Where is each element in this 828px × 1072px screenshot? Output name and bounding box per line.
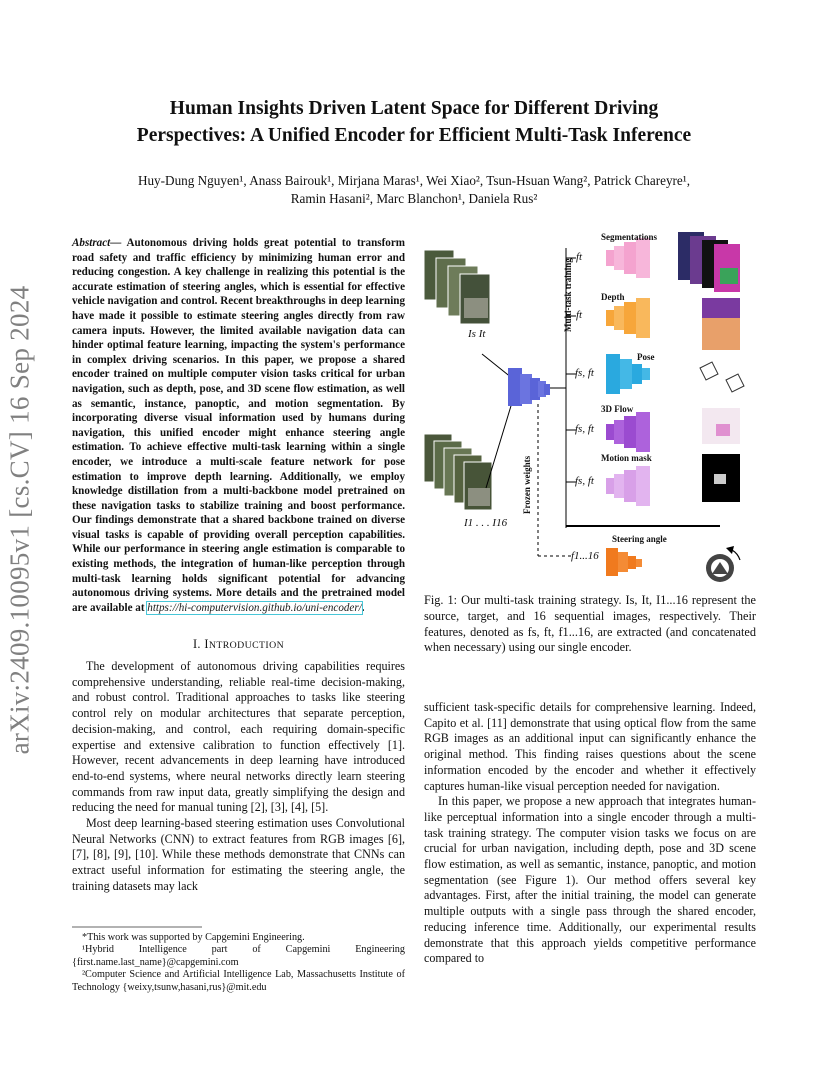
segmentation-outputs: [678, 232, 740, 292]
footnotes: [72, 932, 405, 994]
figure-diagram: [420, 228, 765, 583]
math-fsft-2: fs, ft: [575, 423, 594, 435]
title-line-1: Human Insights Driven Latent Space for Different Driving: [169, 98, 659, 119]
math-i-sequence: I1 . . . I16: [464, 517, 508, 529]
math-f1-16: f1...16: [571, 550, 599, 562]
abstract-body: Autonomous driving holds great potential to transform road safety and traffic efficiency by minimizing human error and reducing congestion. A key challenge in realizing this potential is the accurate estimation of steering angles, which is essential for effective vehicle navigation and control. Recent breakthroughs in deep learning have made it possible to estimate steering angles directly from raw camera inputs. However, the limited available navigation data can hinder optimal feature learning, impacting the system's performance in complex driving scenarios. In this paper, we propose a shared encoder trained on multiple computer vision tasks critical for urban navigation, such as depth, pose, and 3D scene flow estimation, as well as semantic, instance, panoptic, and motion segmentation. By incorporating diverse visual information used by humans during navigation, this unified encoder might enhance steering angle estimation. To achieve effective multi-task learning within a single encoder, we introduce a multi-scale feature network for pose estimation to improve depth learning. Additionally, we employ knowledge distillation from a multi-backbone model pretrained on these navigation tasks to stabilize training and boost performance. Our findings demonstrate that a shared backbone trained on diverse visual tasks is capable of providing overall perception capabilities. While our performance in steering angle estimation is comparable to existing methods, the integration of human-like perception through multi-task learning holds significant potential for advancing autonomous driving systems. More details and the pretrained model are available at: [72, 237, 405, 614]
label-steering-angle: Steering angle: [612, 534, 667, 544]
footnote-affiliation-1: ¹Hybrid Intelligence part of Capgemini Engineering {first.name.last_name}@capgemini.com: [72, 944, 405, 968]
flow-output: [702, 408, 740, 444]
right-paragraph-1: sufficient task-specific details for comprehensive learning. Indeed, Capito et al. [11] demonstrate that using optical flow from the same RGB images as an additional input can significantly enhance the original method. This finding raises questions about the scene information encoded by the encoder and whether it effectively captures human-like visual perception needed for navigation.: [424, 700, 756, 793]
steering-decoder: [606, 548, 642, 576]
right-column-text: [424, 700, 756, 967]
arxiv-id: arXiv:2409.10095v1 [cs.CV] 16 Sep 2024: [4, 285, 35, 755]
abstract-tail: .: [361, 601, 365, 614]
authors-line-2: Ramin Hasani², Marc Blanchon¹, Daniela Rus²: [290, 191, 538, 206]
authors-line-1: Huy-Dung Nguyen¹, Anass Bairouk¹, Mirjana Maras¹, Wei Xiao², Tsun-Hsuan Wang², Patrick Chareyre¹,: [137, 173, 691, 188]
label-frozen-weights: Frozen weights: [522, 455, 532, 514]
motion-mask-decoder: [606, 466, 650, 506]
footnote-affiliation-2: ²Computer Science and Artificial Intelligence Lab, Massachusetts Institute of Technology {weixy,tsunw,hasani,rus}@mit.edu: [72, 969, 405, 993]
depth-decoder: [606, 298, 650, 338]
section-heading-introduction: I. INTRODUCTION: [192, 637, 285, 651]
math-ft-1: ft: [576, 251, 583, 263]
right-paragraph-2: In this paper, we propose a new approach that integrates human-like perceptual information into a single encoder through a multi-task training strategy. The computer vision tasks we focus on are crucial for urban navigation, including depth, pose and 3D scene flow estimation, as well as semantic, instance, panoptic, and motion segmentation (see Figure 1). Our method offers several key advantages. First, after the initial training, the model can generate multiple outputs with a single pass through the shared encoder, reducing inference time. Additionally, our experimental results demonstrate that this approach yields competitive performance compared to: [424, 794, 756, 966]
label-segmentations: Segmentations: [601, 232, 657, 242]
shared-encoder: [508, 368, 550, 406]
intro-paragraph-2: Most deep learning-based steering estimation uses Convolutional Neural Networks (CNN) to extract features from RGB images [6], [7], [8], [9], [10]. While these methods demonstrate that CNNs can extract useful information for estimating the steering angle, the training datasets may lack: [72, 816, 405, 893]
input-image-stack-source-target: [424, 250, 490, 324]
motion-mask-output: [702, 454, 740, 502]
abstract-lead: Abstract—: [72, 237, 122, 249]
label-motion-mask: Motion mask: [601, 453, 652, 463]
math-fsft-3: fs, ft: [575, 475, 594, 487]
label-3d-flow: 3D Flow: [601, 404, 634, 414]
math-ft-2: ft: [576, 309, 583, 321]
label-pose: Pose: [637, 352, 655, 362]
label-depth: Depth: [601, 292, 625, 302]
footnote-support: *This work was supported by Capgemini Engineering.: [82, 932, 305, 943]
pose-output: [700, 362, 744, 392]
project-link[interactable]: https://hi-computervision.github.io/uni-encoder/: [147, 601, 362, 614]
introduction-text: [72, 659, 405, 895]
flow-decoder: [606, 412, 650, 452]
segmentation-decoder: [606, 238, 650, 278]
label-multitask-training: Multi-task training: [563, 258, 573, 332]
author-list: [60, 172, 768, 208]
abstract: [72, 236, 405, 615]
math-is-it: Is It: [468, 328, 486, 340]
paper-title: [60, 95, 768, 149]
footnote-rule: [72, 926, 202, 928]
title-line-2: Perspectives: A Unified Encoder for Efficient Multi-Task Inference: [136, 125, 692, 146]
figure-1-caption: Fig. 1: Our multi-task training strategy. Is, It, I1...16 represent the source, target, and 16 sequential images, respectively. Their features, denoted as fs, ft, f1...16, are extracted (and concatenated when necessary) using our single encoder.: [424, 593, 756, 655]
depth-output: [702, 298, 740, 350]
input-image-stack-sequence: [424, 434, 492, 510]
math-fsft-1: fs, ft: [575, 367, 594, 379]
steering-wheel-icon: [706, 546, 740, 582]
intro-paragraph-1: The development of autonomous driving capabilities requires comprehensive understanding, reliable real-time decision-making, and robust control. Traditional approaches to tasks like steering control rely on modular architectures that separate perception, decision-making, and control, each requiring domain-specific expertise and extensive calibration to function effectively [1]. However, recent advancements in deep learning have introduced end-to-end systems, where neural networks directly learn steering commands from raw input data, greatly simplifying the design and reducing the need for manual tuning [2], [3], [4], [5].: [72, 659, 405, 815]
figure-1: [420, 228, 765, 583]
